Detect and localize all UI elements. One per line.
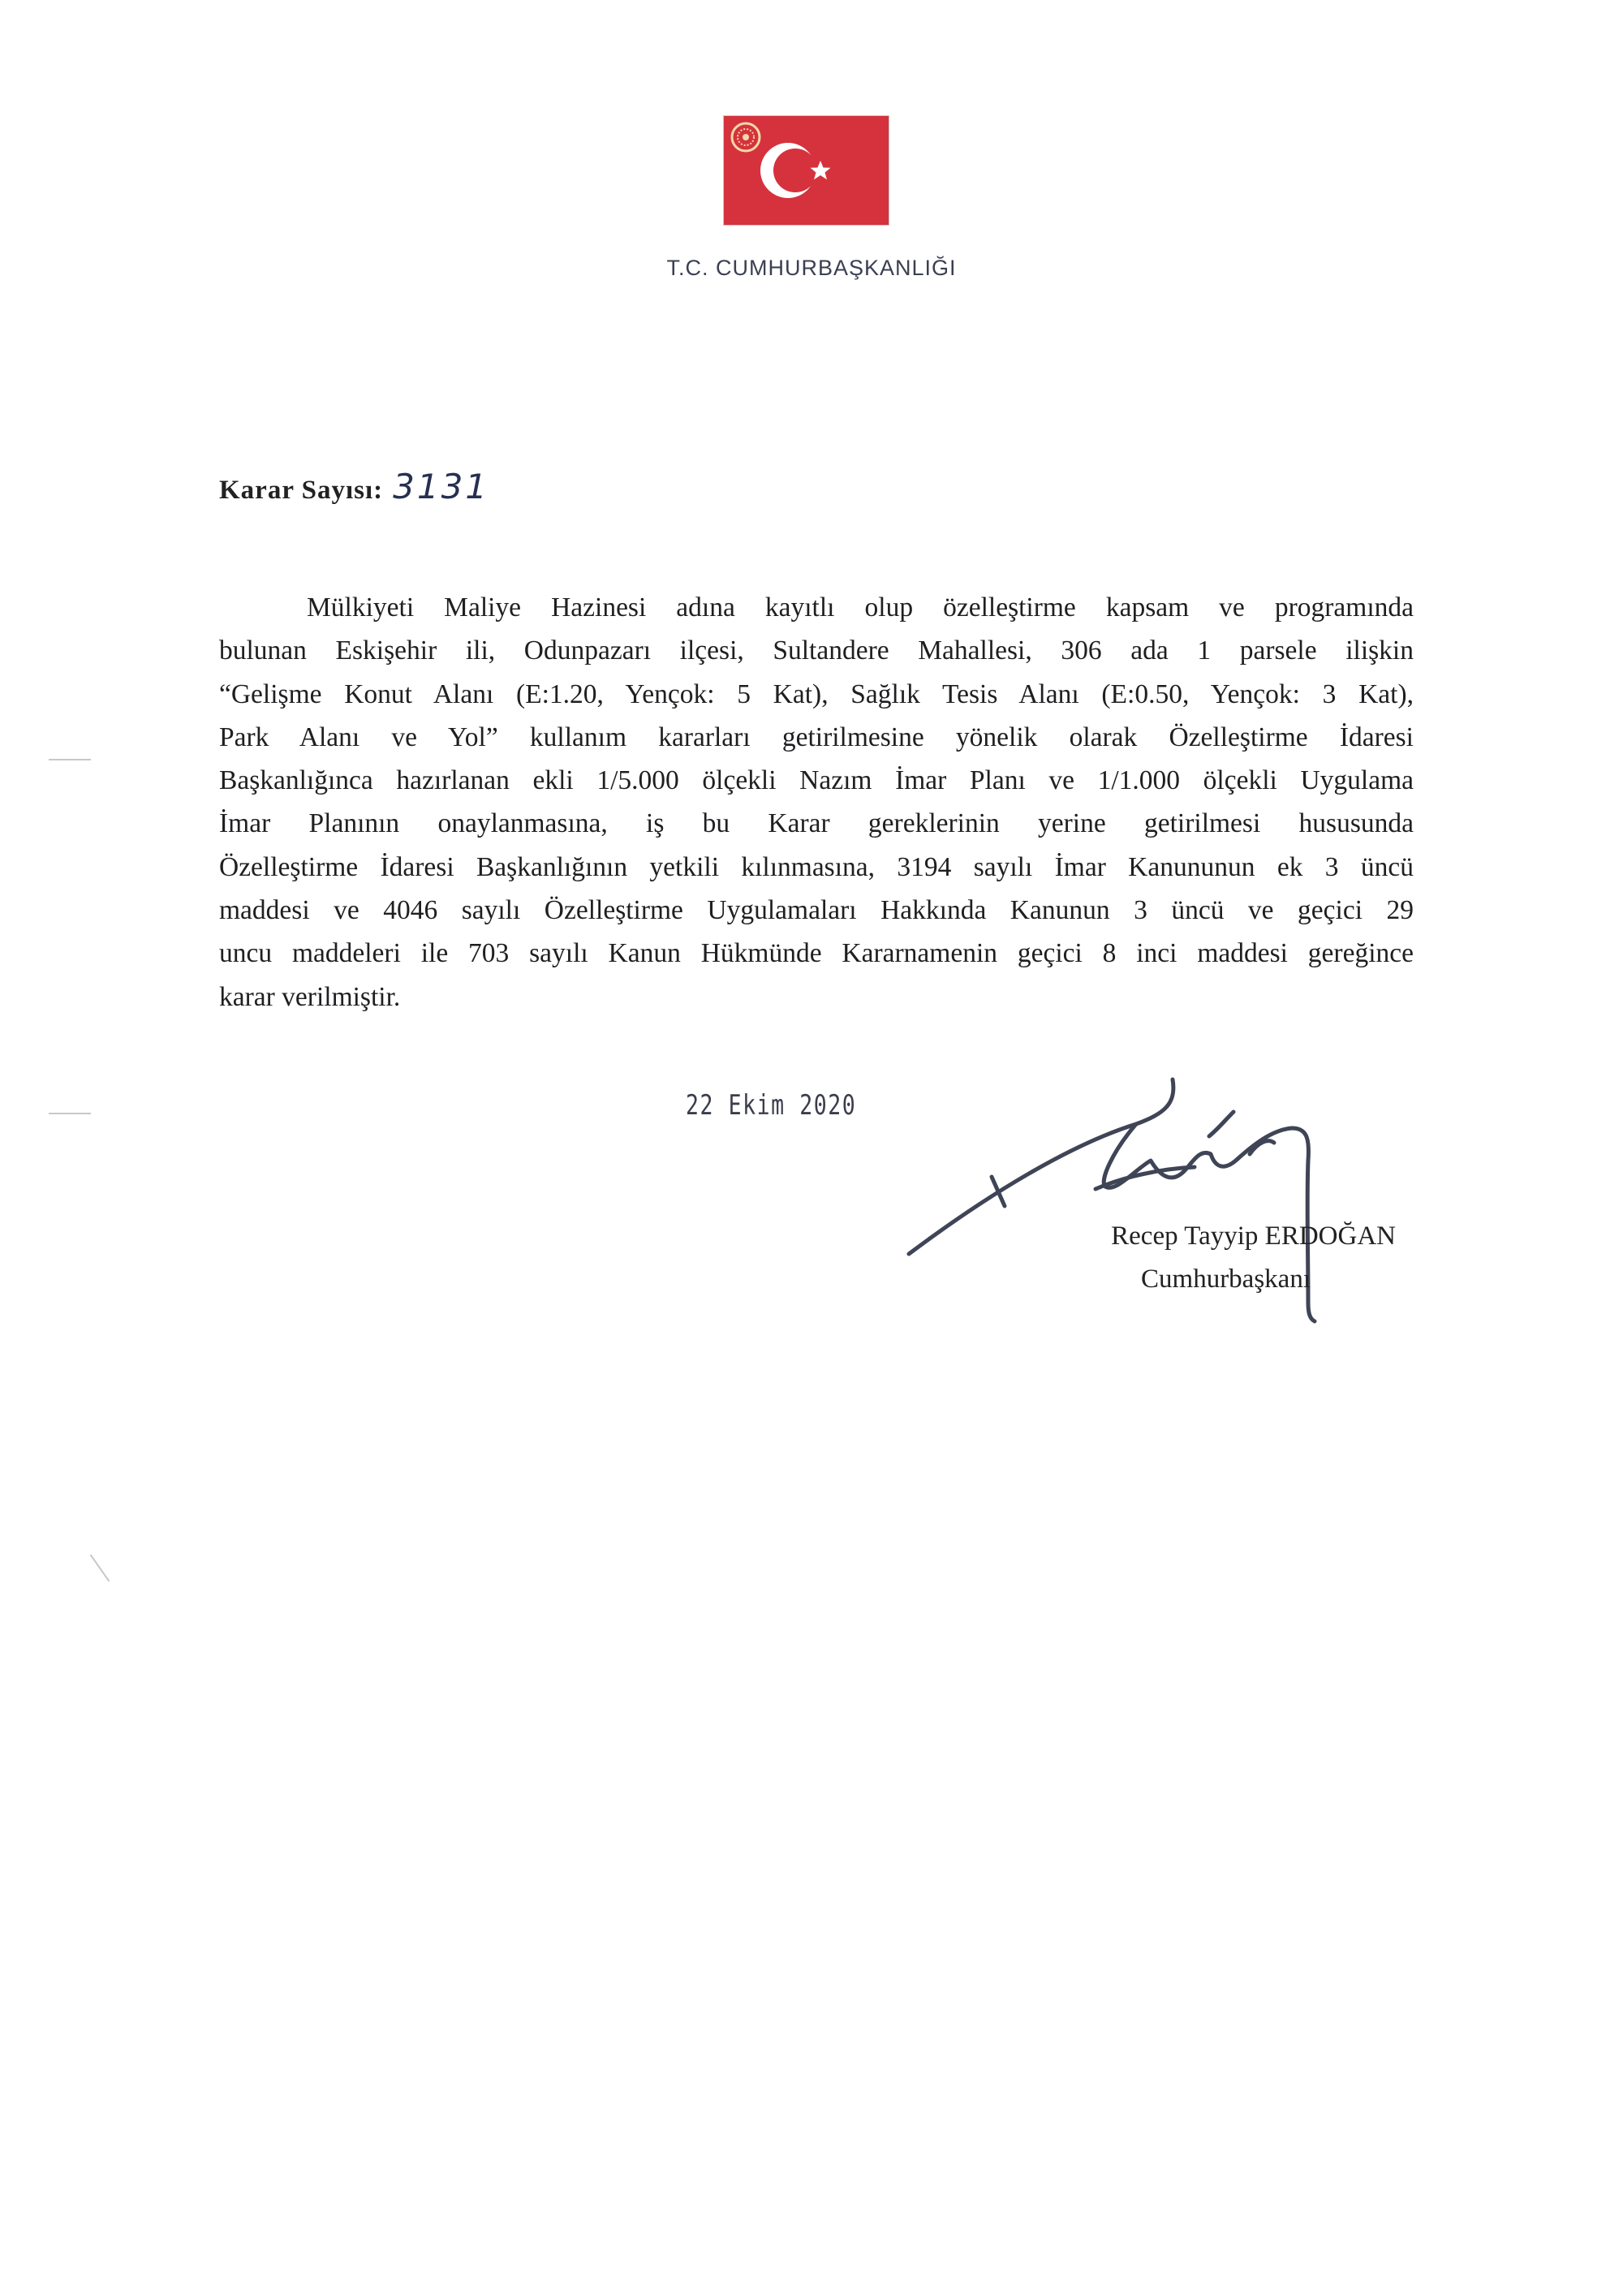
body-line: karar verilmiştir. [219, 981, 401, 1012]
decision-body [219, 586, 1414, 1019]
decision-paragraph [219, 586, 1414, 1019]
decision-number-value: 3131 [393, 467, 490, 506]
body-line: Özelleştirme İdaresi Başkanlığının yetkili kılınmasına, 3194 sayılı İmar Kanununun ek 3 üncü [219, 851, 1414, 882]
body-line: “Gelişme Konut Alanı (E:1.20, Yençok: 5 Kat), Sağlık Tesis Alanı (E:0.50, Yençok: 3 Kat), [219, 678, 1414, 709]
body-line: uncu maddeleri ile 703 sayılı Kanun Hükmünde Kararnamenin geçici 8 inci maddesi gereğince [219, 938, 1414, 969]
body-line: Mülkiyeti Maliye Hazinesi adına kayıtlı olup özelleştirme kapsam ve programında [307, 592, 1414, 622]
body-line: Başkanlığınca hazırlanan ekli 1/5.000 ölçekli Nazım İmar Planı ve 1/1.000 ölçekli Uygulama [219, 765, 1414, 796]
body-line: İmar Planının onaylanmasına, iş bu Karar gereklerinin yerine getirilmesi hususunda [219, 808, 1414, 839]
scan-artifact [90, 1554, 110, 1582]
handwritten-signature [893, 1047, 1412, 1355]
date-stamp: 22 Ekim 2020 [686, 1089, 857, 1122]
body-line: maddesi ve 4046 sayılı Özelleştirme Uygulamaları Hakkında Kanunun 3 üncü ve geçici 29 [219, 895, 1414, 926]
signatory-name: Recep Tayyip ERDOĞAN [1111, 1221, 1396, 1251]
signatory-title: Cumhurbaşkanı [1141, 1264, 1311, 1294]
body-line: bulunan Eskişehir ili, Odunpazarı ilçesi, Sultandere Mahallesi, 306 ada 1 parsele ilişkin [219, 635, 1414, 666]
body-line: Park Alanı ve Yol” kullanım kararları getirilmesine yönelik olarak Özelleştirme İdaresi [219, 722, 1414, 752]
decision-number [219, 467, 489, 506]
decision-number-label: Karar Sayısı: [219, 476, 384, 505]
scan-artifact [49, 759, 91, 760]
turkish-flag-emblem [723, 115, 889, 226]
scan-artifact [49, 1113, 91, 1114]
institution-title: T.C. CUMHURBAŞKANLIĞI [666, 256, 957, 280]
crescent-star-icon [723, 115, 889, 226]
